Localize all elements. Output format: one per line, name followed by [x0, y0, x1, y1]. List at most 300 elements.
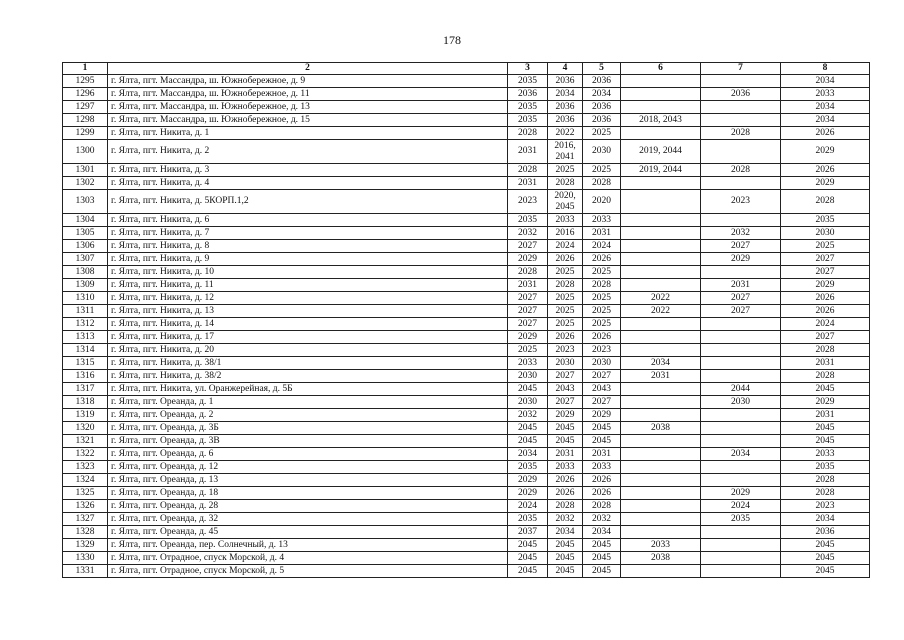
value-cell: 2036	[781, 526, 870, 539]
address-cell: г. Ялта, пгт. Ореанда, д. 6	[108, 448, 508, 461]
value-cell	[621, 253, 701, 266]
value-cell: 2034	[548, 88, 583, 101]
value-cell: 2024	[508, 500, 548, 513]
value-cell: 2026	[583, 474, 621, 487]
address-cell: г. Ялта, пгт. Никита, д. 17	[108, 331, 508, 344]
value-cell: 2035	[781, 214, 870, 227]
value-cell: 2026	[583, 487, 621, 500]
value-cell: 2033	[621, 539, 701, 552]
table-row	[63, 500, 870, 513]
value-cell: 2023	[781, 500, 870, 513]
table-body	[63, 75, 870, 578]
row-number-cell: 1295	[63, 75, 108, 88]
value-cell: 2026	[548, 331, 583, 344]
value-cell: 2034	[781, 101, 870, 114]
row-number-cell: 1324	[63, 474, 108, 487]
value-cell: 2022	[621, 292, 701, 305]
column-header: 2	[108, 63, 508, 75]
value-cell	[701, 344, 781, 357]
table-row	[63, 88, 870, 101]
table-row	[63, 344, 870, 357]
value-cell: 2031	[508, 177, 548, 190]
address-cell: г. Ялта, пгт. Никита, д. 4	[108, 177, 508, 190]
row-number-cell: 1298	[63, 114, 108, 127]
value-cell: 2045	[583, 435, 621, 448]
value-cell: 2027	[583, 396, 621, 409]
table-row	[63, 318, 870, 331]
value-cell: 2026	[781, 164, 870, 177]
address-cell: г. Ялта, пгт. Никита, д. 12	[108, 292, 508, 305]
value-cell: 2027	[701, 240, 781, 253]
value-cell: 2037	[508, 526, 548, 539]
address-cell: г. Ялта, пгт. Никита, д. 20	[108, 344, 508, 357]
value-cell: 2033	[583, 461, 621, 474]
table-row	[63, 240, 870, 253]
value-cell: 2029	[781, 396, 870, 409]
row-number-cell: 1317	[63, 383, 108, 396]
value-cell: 2045	[508, 552, 548, 565]
address-cell: г. Ялта, пгт. Никита, д. 6	[108, 214, 508, 227]
row-number-cell: 1315	[63, 357, 108, 370]
value-cell	[701, 331, 781, 344]
value-cell	[701, 214, 781, 227]
table-row	[63, 253, 870, 266]
address-cell: г. Ялта, пгт. Никита, д. 3	[108, 164, 508, 177]
value-cell: 2025	[583, 305, 621, 318]
value-cell	[701, 177, 781, 190]
row-number-cell: 1301	[63, 164, 108, 177]
value-cell: 2033	[583, 214, 621, 227]
value-cell: 2036	[701, 88, 781, 101]
table-row	[63, 461, 870, 474]
value-cell: 2028	[548, 279, 583, 292]
value-cell	[701, 101, 781, 114]
value-cell: 2044	[701, 383, 781, 396]
column-header: 6	[621, 63, 701, 75]
value-cell: 2028	[508, 266, 548, 279]
value-cell: 2026	[548, 474, 583, 487]
value-cell: 2027	[548, 370, 583, 383]
value-cell: 2026	[583, 253, 621, 266]
value-cell: 2025	[548, 305, 583, 318]
row-number-cell: 1321	[63, 435, 108, 448]
value-cell: 2028	[781, 190, 870, 214]
value-cell: 2023	[508, 190, 548, 214]
value-cell	[548, 140, 583, 164]
value-cell: 2032	[508, 409, 548, 422]
value-cell: 2045	[781, 552, 870, 565]
table-row	[63, 474, 870, 487]
table-row	[63, 227, 870, 240]
address-cell: г. Ялта, пгт. Никита, д. 10	[108, 266, 508, 279]
value-cell: 2023	[583, 344, 621, 357]
value-cell: 2035	[508, 114, 548, 127]
header-row	[63, 63, 870, 75]
value-cell	[621, 101, 701, 114]
value-cell	[621, 448, 701, 461]
address-cell: г. Ялта, пгт. Никита, д. 9	[108, 253, 508, 266]
value-cell	[621, 396, 701, 409]
address-cell: г. Ялта, пгт. Ореанда, д. 18	[108, 487, 508, 500]
value-cell	[621, 127, 701, 140]
value-cell	[621, 227, 701, 240]
address-cell: г. Ялта, пгт. Никита, д. 38/1	[108, 357, 508, 370]
page-number: 178	[443, 33, 461, 47]
value-cell: 2032	[508, 227, 548, 240]
value-cell: 2025	[781, 240, 870, 253]
value-cell	[621, 500, 701, 513]
row-number-cell: 1314	[63, 344, 108, 357]
value-cell	[621, 190, 701, 214]
table-row	[63, 292, 870, 305]
value-cell: 2030	[508, 370, 548, 383]
value-cell: 2027	[508, 305, 548, 318]
row-number-cell: 1316	[63, 370, 108, 383]
row-number-cell: 1329	[63, 539, 108, 552]
value-cell: 2036	[548, 114, 583, 127]
value-cell: 2024	[781, 318, 870, 331]
value-cell: 2027	[508, 318, 548, 331]
value-cell: 2033	[781, 88, 870, 101]
row-number-cell: 1302	[63, 177, 108, 190]
value-cell: 2045	[548, 565, 583, 578]
row-number-cell: 1323	[63, 461, 108, 474]
value-cell	[621, 240, 701, 253]
value-cell: 2029	[548, 409, 583, 422]
value-cell: 2024	[583, 240, 621, 253]
cell-text: 2020, 2045	[554, 190, 576, 212]
value-cell	[701, 422, 781, 435]
row-number-cell: 1328	[63, 526, 108, 539]
value-cell: 2034	[621, 357, 701, 370]
address-cell: г. Ялта, пгт. Никита, д. 5КОРП.1,2	[108, 190, 508, 214]
address-cell: г. Ялта, пгт. Ореанда, д. 28	[108, 500, 508, 513]
value-cell	[621, 526, 701, 539]
value-cell	[548, 190, 583, 214]
value-cell: 2032	[701, 227, 781, 240]
value-cell	[701, 526, 781, 539]
column-header: 7	[701, 63, 781, 75]
value-cell	[701, 140, 781, 164]
table-row	[63, 396, 870, 409]
row-number-cell: 1313	[63, 331, 108, 344]
value-cell: 2034	[583, 88, 621, 101]
value-cell: 2045	[583, 565, 621, 578]
value-cell: 2028	[583, 500, 621, 513]
table-row	[63, 101, 870, 114]
value-cell: 2036	[548, 75, 583, 88]
value-cell: 2028	[508, 164, 548, 177]
value-cell	[621, 75, 701, 88]
value-cell: 2045	[781, 383, 870, 396]
value-cell: 2033	[548, 461, 583, 474]
value-cell: 2045	[781, 422, 870, 435]
value-cell: 2045	[548, 552, 583, 565]
row-number-cell: 1308	[63, 266, 108, 279]
value-cell: 2029	[508, 331, 548, 344]
row-number-cell: 1319	[63, 409, 108, 422]
table-row	[63, 357, 870, 370]
address-cell: г. Ялта, пгт. Ореанда, д. 2	[108, 409, 508, 422]
table-row	[63, 114, 870, 127]
value-cell: 2045	[583, 422, 621, 435]
value-cell	[621, 435, 701, 448]
value-cell: 2031	[781, 409, 870, 422]
value-cell: 2028	[548, 177, 583, 190]
value-cell: 2026	[781, 127, 870, 140]
value-cell: 2024	[701, 500, 781, 513]
value-cell: 2031	[621, 370, 701, 383]
value-cell	[621, 565, 701, 578]
value-cell: 2027	[781, 266, 870, 279]
address-cell: г. Ялта, пгт. Никита, д. 13	[108, 305, 508, 318]
value-cell: 2025	[548, 318, 583, 331]
value-cell: 2035	[508, 214, 548, 227]
address-cell: г. Ялта, пгт. Ореанда, д. 3Б	[108, 422, 508, 435]
value-cell: 2045	[508, 565, 548, 578]
value-cell: 2022	[621, 305, 701, 318]
value-cell	[621, 214, 701, 227]
value-cell: 2025	[583, 292, 621, 305]
value-cell: 2026	[781, 305, 870, 318]
value-cell: 2036	[583, 75, 621, 88]
value-cell	[621, 266, 701, 279]
value-cell	[701, 318, 781, 331]
row-number-cell: 1330	[63, 552, 108, 565]
table-row	[63, 448, 870, 461]
value-cell: 2028	[508, 127, 548, 140]
value-cell: 2045	[548, 422, 583, 435]
table-row	[63, 435, 870, 448]
value-cell: 2034	[781, 513, 870, 526]
value-cell: 2023	[548, 344, 583, 357]
value-cell	[701, 370, 781, 383]
value-cell: 2027	[781, 331, 870, 344]
value-cell	[701, 357, 781, 370]
value-cell	[621, 487, 701, 500]
value-cell: 2030	[583, 357, 621, 370]
column-header: 4	[548, 63, 583, 75]
value-cell: 2034	[701, 448, 781, 461]
value-cell: 2045	[583, 552, 621, 565]
address-cell: г. Ялта, пгт. Никита, д. 7	[108, 227, 508, 240]
value-cell: 2031	[583, 448, 621, 461]
table-row	[63, 565, 870, 578]
address-cell: г. Ялта, пгт. Никита, ул. Оранжерейная, д. 5Б	[108, 383, 508, 396]
table-row	[63, 526, 870, 539]
address-cell: г. Ялта, пгт. Никита, д. 1	[108, 127, 508, 140]
row-number-cell: 1305	[63, 227, 108, 240]
cell-text: 2016, 2041	[554, 140, 576, 162]
value-cell: 2027	[508, 292, 548, 305]
column-header: 8	[781, 63, 870, 75]
value-cell: 2027	[583, 370, 621, 383]
value-cell: 2030	[548, 357, 583, 370]
value-cell: 2025	[508, 344, 548, 357]
value-cell: 2034	[508, 448, 548, 461]
value-cell: 2018, 2043	[621, 114, 701, 127]
value-cell: 2028	[781, 344, 870, 357]
value-cell	[701, 435, 781, 448]
value-cell	[621, 279, 701, 292]
value-cell: 2029	[508, 253, 548, 266]
value-cell: 2028	[701, 127, 781, 140]
value-cell: 2031	[701, 279, 781, 292]
value-cell: 2025	[583, 318, 621, 331]
row-number-cell: 1303	[63, 190, 108, 214]
value-cell: 2029	[701, 253, 781, 266]
value-cell: 2033	[548, 214, 583, 227]
address-cell: г. Ялта, пгт. Ореанда, д. 1	[108, 396, 508, 409]
address-cell: г. Ялта, пгт. Массандра, ш. Южнобережное, д. 13	[108, 101, 508, 114]
value-cell: 2034	[781, 75, 870, 88]
value-cell: 2030	[508, 396, 548, 409]
row-number-cell: 1310	[63, 292, 108, 305]
value-cell: 2028	[583, 279, 621, 292]
value-cell	[701, 565, 781, 578]
column-header: 3	[508, 63, 548, 75]
value-cell	[701, 75, 781, 88]
value-cell: 2034	[548, 526, 583, 539]
row-number-cell: 1326	[63, 500, 108, 513]
value-cell: 2020	[583, 190, 621, 214]
value-cell	[701, 461, 781, 474]
row-number-cell: 1312	[63, 318, 108, 331]
value-cell: 2045	[508, 435, 548, 448]
table-row	[63, 279, 870, 292]
value-cell: 2028	[701, 164, 781, 177]
value-cell: 2033	[781, 448, 870, 461]
value-cell: 2035	[508, 101, 548, 114]
table-row	[63, 422, 870, 435]
column-header: 5	[583, 63, 621, 75]
value-cell: 2045	[583, 539, 621, 552]
value-cell: 2031	[508, 140, 548, 164]
value-cell: 2045	[508, 383, 548, 396]
value-cell	[701, 474, 781, 487]
value-cell: 2033	[508, 357, 548, 370]
value-cell: 2031	[548, 448, 583, 461]
value-cell: 2027	[548, 396, 583, 409]
value-cell: 2029	[508, 474, 548, 487]
address-cell: г. Ялта, пгт. Никита, д. 38/2	[108, 370, 508, 383]
row-number-cell: 1311	[63, 305, 108, 318]
value-cell: 2045	[781, 565, 870, 578]
value-cell: 2027	[701, 305, 781, 318]
address-cell: г. Ялта, пгт. Ореанда, д. 13	[108, 474, 508, 487]
value-cell: 2045	[508, 539, 548, 552]
value-cell	[621, 177, 701, 190]
table-row	[63, 513, 870, 526]
table-row	[63, 370, 870, 383]
value-cell: 2029	[701, 487, 781, 500]
value-cell: 2036	[583, 101, 621, 114]
value-cell: 2028	[781, 474, 870, 487]
value-cell: 2038	[621, 552, 701, 565]
value-cell: 2043	[548, 383, 583, 396]
table-row	[63, 190, 870, 214]
value-cell: 2045	[548, 539, 583, 552]
value-cell: 2030	[781, 227, 870, 240]
address-cell: г. Ялта, пгт. Никита, д. 2	[108, 140, 508, 164]
row-number-cell: 1322	[63, 448, 108, 461]
table-row	[63, 177, 870, 190]
row-number-cell: 1327	[63, 513, 108, 526]
value-cell	[701, 266, 781, 279]
value-cell: 2029	[781, 279, 870, 292]
row-number-cell: 1331	[63, 565, 108, 578]
address-cell: г. Ялта, пгт. Ореанда, д. 3В	[108, 435, 508, 448]
value-cell: 2045	[548, 435, 583, 448]
address-cell: г. Ялта, пгт. Ореанда, д. 12	[108, 461, 508, 474]
value-cell	[621, 461, 701, 474]
value-cell: 2029	[583, 409, 621, 422]
value-cell	[621, 344, 701, 357]
value-cell	[621, 88, 701, 101]
value-cell: 2026	[548, 253, 583, 266]
address-cell: г. Ялта, пгт. Ореанда, д. 32	[108, 513, 508, 526]
value-cell	[701, 552, 781, 565]
table-row	[63, 383, 870, 396]
value-cell	[621, 383, 701, 396]
value-cell: 2025	[583, 127, 621, 140]
table-row	[63, 266, 870, 279]
value-cell: 2036	[583, 114, 621, 127]
table-row	[63, 214, 870, 227]
value-cell: 2038	[621, 422, 701, 435]
value-cell	[621, 474, 701, 487]
value-cell: 2035	[508, 513, 548, 526]
value-cell: 2043	[583, 383, 621, 396]
value-cell: 2029	[508, 487, 548, 500]
value-cell: 2031	[583, 227, 621, 240]
address-cell: г. Ялта, пгт. Массандра, ш. Южнобережное, д. 11	[108, 88, 508, 101]
value-cell: 2035	[781, 461, 870, 474]
row-number-cell: 1300	[63, 140, 108, 164]
address-cell: г. Ялта, пгт. Никита, д. 14	[108, 318, 508, 331]
value-cell: 2026	[583, 331, 621, 344]
row-number-cell: 1320	[63, 422, 108, 435]
value-cell: 2030	[583, 140, 621, 164]
value-cell: 2025	[548, 164, 583, 177]
address-cell: г. Ялта, пгт. Никита, д. 11	[108, 279, 508, 292]
value-cell: 2025	[548, 266, 583, 279]
address-cell: г. Ялта, пгт. Ореанда, д. 45	[108, 526, 508, 539]
value-cell: 2028	[548, 500, 583, 513]
value-cell: 2025	[548, 292, 583, 305]
table-row	[63, 127, 870, 140]
table-row	[63, 539, 870, 552]
value-cell: 2035	[701, 513, 781, 526]
value-cell: 2034	[781, 114, 870, 127]
table-row	[63, 409, 870, 422]
value-cell: 2036	[548, 101, 583, 114]
value-cell: 2019, 2044	[621, 140, 701, 164]
value-cell	[701, 114, 781, 127]
value-cell	[621, 331, 701, 344]
table-row	[63, 552, 870, 565]
row-number-cell: 1307	[63, 253, 108, 266]
row-number-cell: 1304	[63, 214, 108, 227]
value-cell: 2027	[701, 292, 781, 305]
row-number-cell: 1297	[63, 101, 108, 114]
row-number-cell: 1306	[63, 240, 108, 253]
value-cell: 2019, 2044	[621, 164, 701, 177]
value-cell	[701, 409, 781, 422]
address-cell: г. Ялта, пгт. Массандра, ш. Южнобережное, д. 9	[108, 75, 508, 88]
row-number-cell: 1318	[63, 396, 108, 409]
value-cell: 2032	[583, 513, 621, 526]
